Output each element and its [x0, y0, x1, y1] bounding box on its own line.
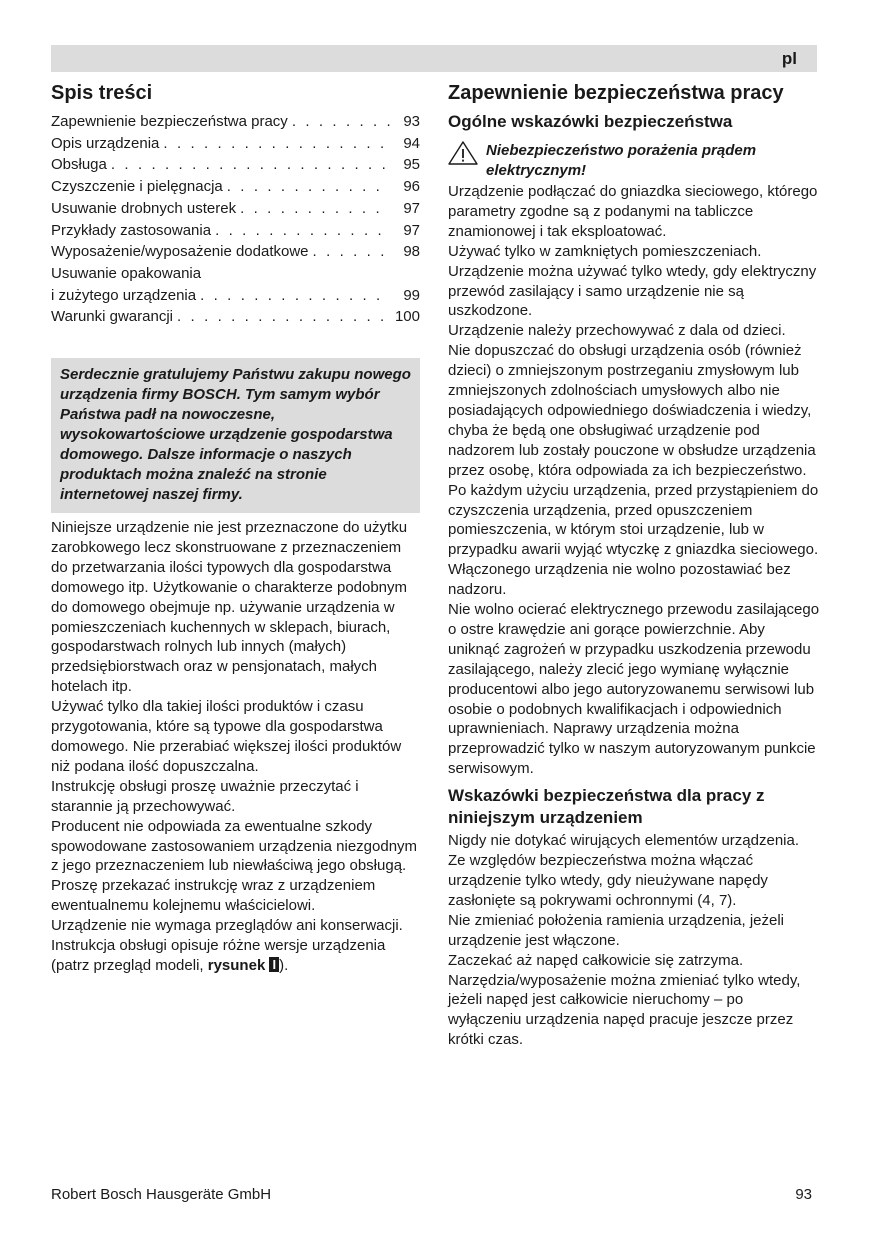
paragraph: Nie zmieniać położenia ramienia urządzenia, jeżeli urządzenie jest włączone.: [448, 911, 785, 949]
safety-title: Zapewnienie bezpieczeństwa pracy: [448, 82, 784, 104]
toc-item-page: 99: [403, 286, 420, 304]
toc-item-label: i zużytego urządzenia: [51, 286, 197, 304]
general-safety-text: [448, 182, 820, 779]
toc-item-label: Opis urządzenia: [51, 134, 160, 152]
paragraph: Używać tylko w zamkniętych pomieszczeniach.: [448, 242, 762, 260]
right-column: [448, 80, 820, 1050]
toc-leader-dots: [313, 241, 390, 263]
electric-shock-warning: [448, 141, 820, 181]
toc-leader-dots: [240, 198, 390, 220]
toc-item-page: 97: [403, 221, 420, 239]
toc-item-label: Wyposażenie/wyposażenie dodatkowe: [51, 243, 309, 261]
figure-reference-label: rysunek: [207, 956, 266, 974]
paragraph: Narzędzia/wyposażenie można zmieniać tylko wtedy, jeżeli napęd jest całkowicie nieruchomy – po wyłączeniu urządzenia napęd pracuje jeszcze przez krótki czas.: [448, 971, 801, 1049]
toc-item-page: 98: [403, 243, 420, 261]
paragraph: Ze względów bezpieczeństwa można włączać urządzenie tylko wtedy, gdy nieużywane napędy zasłonięte są pokrywami ochronnymi (4, 7).: [448, 852, 768, 909]
toc-item-label: Obsługa: [51, 156, 107, 174]
toc-item[interactable]: [51, 154, 420, 176]
closing-punctuation: ).: [279, 956, 289, 974]
toc-item-label: Warunki gwarancji: [51, 308, 173, 326]
toc-leader-dots: [215, 220, 390, 242]
paragraph: Niniejsze urządzenie nie jest przeznaczone do użytku zarobkowego lecz skonstruowane z przeznaczeniem do przetwarzania ilości typowych dla gospodarstwa domowego itp. Użytkowanie o charakterze podobnym do domowego obejmuje np. używanie urządzenia w pomieszczeniach kuchennych w sklepach, biurach, gospodarstwach rolnych lub innych (małych) przedsiębiorstwach oraz w pensjonatach, małych hotelach itp.: [51, 519, 408, 696]
paragraph: Urządzenie można używać tylko wtedy, gdy elektryczny przewód zasilający i samo urządzenie nie są uszkodzone.: [448, 262, 817, 320]
general-safety-title: Ogólne wskazówki bezpieczeństwa: [448, 112, 733, 131]
page-number: 93: [795, 1186, 812, 1203]
paragraph-model-reference: [51, 936, 420, 976]
paragraph: Proszę przekazać instrukcję wraz z urządzeniem ewentualnemu kolejnemu właścicielowi.: [51, 877, 376, 915]
paragraph: Urządzenie podłączać do gniazdka sieciowego, którego parametry zgodne są z podanymi na tabliczce znamionowej i tak eksploatować.: [448, 183, 818, 240]
paragraph: Nie dopuszczać do obsługi urządzenia osób (również dzieci) o zmniejszonym postrzeganiu zmysłowym lub zmniejszonych zdolnościach umysłowych albo nie posiadających odpowiedniego doświadczenia i wiedzy, chyba że będą one obsługiwać urządzenie pod nadzorem lub zostały pouczone w obsłudze urządzenia przez osobę, która odpowiada za ich bezpieczeństwo.: [448, 342, 816, 479]
paragraph: Producent nie odpowiada za ewentualne szkody spowodowane zastosowaniem urządzenia niezgodnym z jego przeznaczeniem lub niewłaściwą jego obsługą.: [51, 817, 418, 875]
toc-item-page: 96: [403, 178, 420, 196]
toc-item-page: 94: [403, 134, 420, 152]
toc-item-label-line1[interactable]: Usuwanie opakowania: [51, 264, 202, 282]
paragraph: Używać tylko dla takiej ilości produktów i czasu przygotowania, które są typowe dla gospodarstwa domowego. Nie przerabiać większej ilości produktów niż podana ilość dopuszczalna.: [51, 698, 402, 775]
language-code: pl: [781, 49, 797, 68]
toc-item-label: Zapewnienie bezpieczeństwa pracy: [51, 113, 288, 130]
paragraph: Urządzenie należy przechowywać z dala od dzieci.: [448, 322, 786, 340]
toc-item[interactable]: [51, 285, 420, 307]
paragraph: Nie wolno ocierać elektrycznego przewodu zasilającego o ostre krawędzie ani gorące powierzchnie. Aby uniknąć zagrożeń w przypadku uszkodzenia przewodu zasilającego, należy zlecić jego wymianę wyłącznie producentowi albo jego autoryzowanemu serwisowi lub osobie o podobnych kwalifikacjach i odpowiednich uprawnieniach. Naprawy urządzenia można przeprowadzić tylko w naszym autoryzowanym punkcie serwisowym.: [448, 601, 820, 778]
toc-leader-dots: [292, 111, 390, 133]
toc-leader-dots: [227, 176, 390, 198]
toc-item-label: Usuwanie drobnych usterek: [51, 199, 237, 217]
toc-leader-dots: [163, 133, 390, 155]
model-reference-text: Instrukcja obsługi opisuje różne wersje urządzenia (patrz przegląd modeli,: [51, 937, 386, 974]
toc-item[interactable]: [51, 306, 420, 328]
work-safety-title: Wskazówki bezpieczeństwa dla pracy z niniejszym urządzeniem: [448, 786, 765, 828]
left-column: [51, 80, 420, 976]
toc-item-page: 100: [394, 308, 420, 326]
paragraph: Po każdym użyciu urządzenia, przed przystąpieniem do czyszczenia urządzenia, przed opuszczeniem pomieszczenia, w którym stoi urządzenie, lub w przypadku awarii wyjąć wtyczkę z gniazdka sieciowego.: [448, 481, 819, 559]
toc-title: Spis treści: [51, 82, 153, 104]
toc-item[interactable]: [51, 198, 420, 220]
table-of-contents: [51, 111, 420, 328]
intro-text: [51, 518, 420, 976]
toc-item[interactable]: [51, 111, 420, 133]
paragraph: Urządzenie nie wymaga przeglądów ani konserwacji.: [51, 917, 403, 935]
congratulations-box: Serdecznie gratulujemy Państwu zakupu nowego urządzenia firmy BOSCH. Tym samym wybór Państwa padł na nowoczesne, wysokowartościowe urządzenie gospodarstwa domowego. Dalsze informacje o naszych produktach można znaleźć na stronie internetowej naszej firmy.: [51, 358, 420, 513]
toc-item-label: Czyszczenie i pielęgnacja: [51, 178, 223, 196]
toc-leader-dots: [200, 285, 390, 307]
toc-item-page: 93: [403, 113, 420, 130]
paragraph: Włączonego urządzenia nie wolno pozostawiać bez nadzoru.: [448, 561, 791, 599]
paragraph: Nigdy nie dotykać wirujących elementów urządzenia.: [448, 832, 800, 850]
warning-text: Niebezpieczeństwo porażenia prądem elektrycznym!: [486, 142, 757, 179]
toc-leader-dots: [177, 306, 389, 328]
paragraph: Instrukcję obsługi proszę uważnie przeczytać i starannie ją przechowywać.: [51, 777, 359, 815]
figure-marker: I: [269, 957, 279, 972]
toc-leader-dots: [111, 154, 390, 176]
toc-item-page: 95: [403, 156, 420, 174]
toc-item[interactable]: [51, 133, 420, 155]
language-header-bar: [51, 45, 817, 72]
toc-item[interactable]: [51, 241, 420, 263]
warning-triangle-icon: [448, 141, 478, 165]
page-footer: [51, 1186, 812, 1203]
toc-item[interactable]: [51, 176, 420, 198]
paragraph: Zaczekać aż napęd całkowicie się zatrzyma.: [448, 951, 744, 969]
toc-item-page: 97: [403, 199, 420, 217]
toc-item[interactable]: [51, 220, 420, 242]
footer-company: Robert Bosch Hausgeräte GmbH: [51, 1186, 272, 1203]
toc-item-label: Przykłady zastosowania: [51, 221, 212, 239]
work-safety-text: [448, 831, 820, 1050]
